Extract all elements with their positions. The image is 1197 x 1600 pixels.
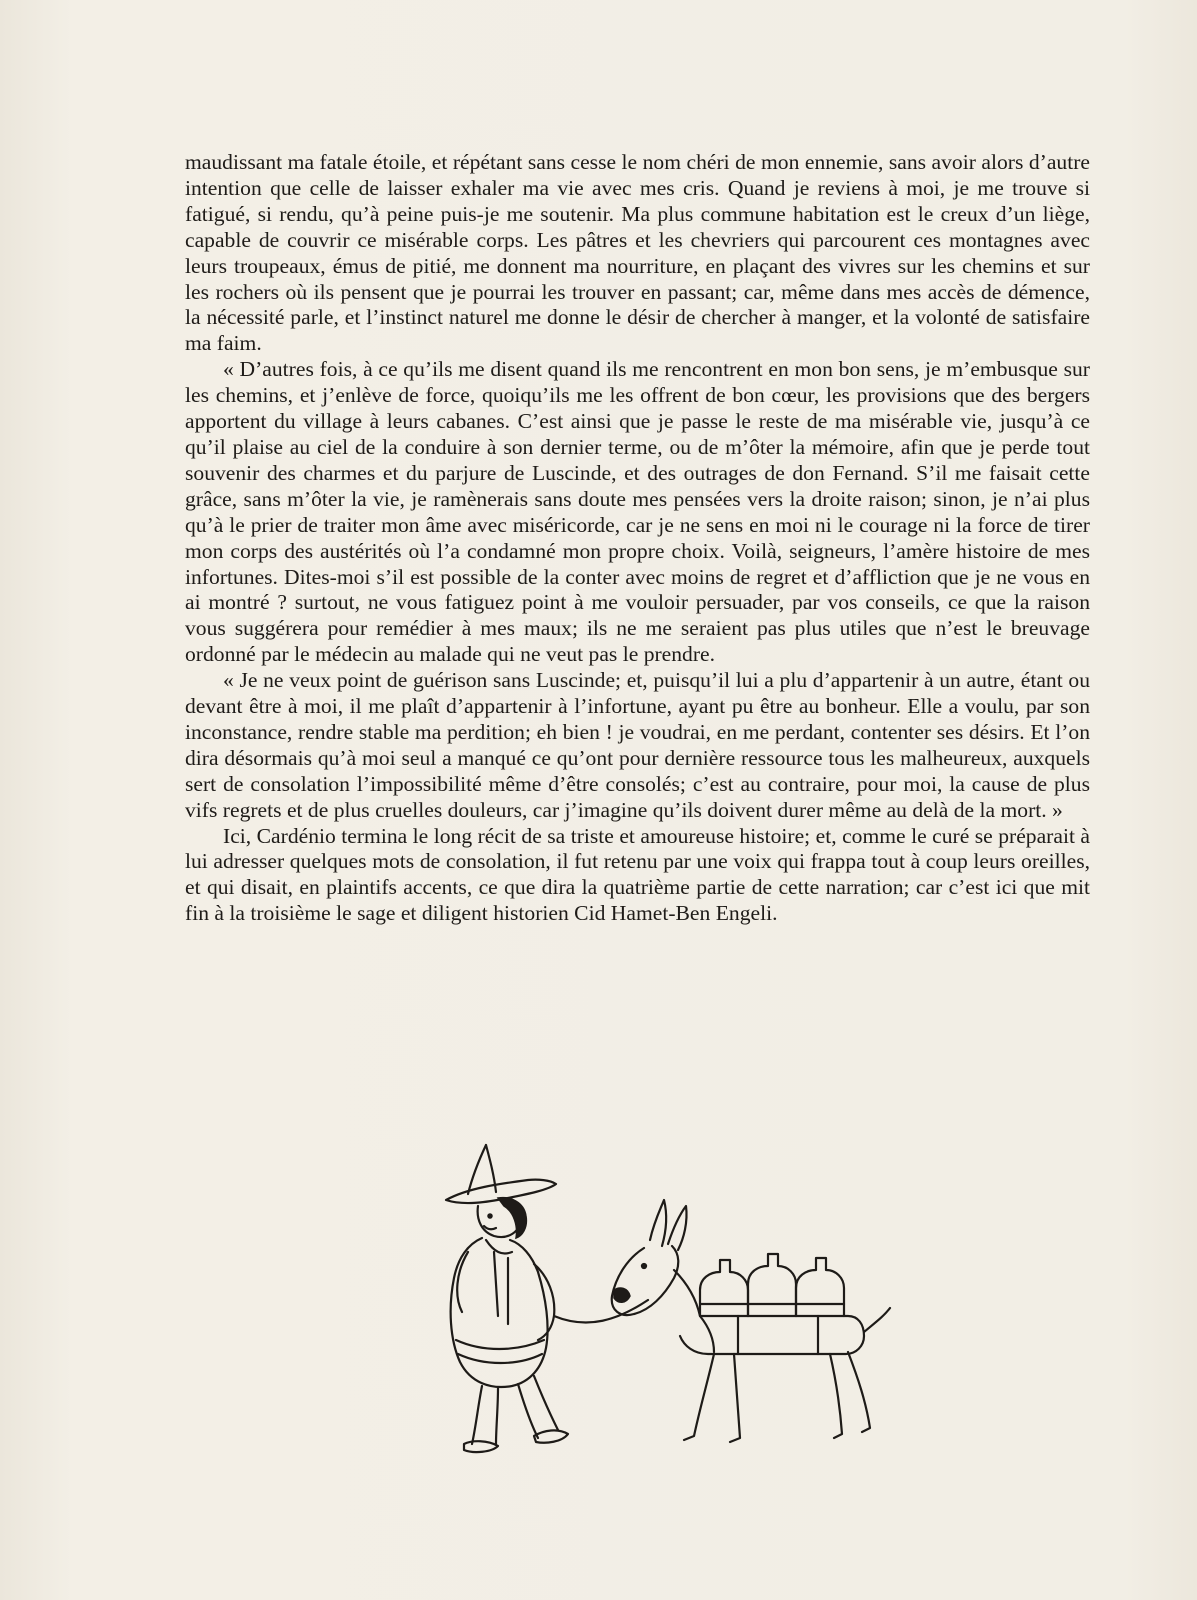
paragraph-4: Ici, Cardénio termina le long récit de sa triste et amoureuse histoire; et, comme le curé se préparait à lui adresser quelques mots de consolation, il fut retenu par une voix qui frappa tout à coup leurs oreilles, et qui disait, en plaintifs accents, ce que dira la quatrième partie de cette narration; car c’est ici que mit fin à la troisième le sage et diligent historien Cid Hamet-Ben Engeli.	[185, 823, 1090, 926]
man-with-donkey-icon	[438, 1140, 918, 1485]
lead-rope	[554, 1300, 648, 1323]
text-block	[185, 150, 1090, 927]
man-figure	[446, 1145, 568, 1452]
paragraph-3: « Je ne veux point de guérison sans Luscinde; et, puisqu’il lui a plu d’appartenir à un autre, étant ou devant être à moi, il me plaît d’appartenir à l’infortune, ayant pu être au bonheur. Elle a voulu, par son inconstance, rendre stable ma perdition; eh bien ! je voudrai, en me perdant, contenter ses désirs. Et l’on dira désormais qu’à moi seul a manqué ce qu’ont pour dernière ressource tous les malheureux, auxquels sert de consolation l’impossibilité même d’être consolés; c’est au contraire, pour moi, la cause de plus vifs regrets et de plus cruelles douleurs, car j’imagine qu’ils doivent durer même au delà de la mort. »	[185, 668, 1090, 822]
paragraph-2: « D’autres fois, à ce qu’ils me disent quand ils me rencontrent en mon bon sens, je m’embusque sur les chemins, et j’enlève de force, quoiqu’ils me les offrent de bon cœur, les provisions que des bergers apportent du village à leurs cabanes. C’est ainsi que je passe le reste de ma misérable vie, jusqu’à ce qu’il plaise au ciel de la conduire à son dernier terme, ou de m’ôter la mémoire, afin que je perde tout souvenir des charmes et du parjure de Luscinde, et des outrages de don Fernand. S’il me faisait cette grâce, sans m’ôter la vie, je ramènerais sans doute mes pensées vers la droite raison; sinon, je n’ai plus qu’à le prier de traiter mon âme avec miséricorde, car je ne sens en moi ni le courage ni la force de tirer mon corps des austérités où l’a condamné mon propre choix. Voilà, seigneurs, l’amère histoire de mes infortunes. Dites-moi s’il est possible de la conter avec moins de regret et d’affliction que je ne vous en ai montré ? surtout, ne vous fatiguez point à me vouloir persuader, par vos conseils, ce que la raison vous suggérera pour remédier à mes maux; ils ne me seraient pas plus utiles que n’est le breuvage ordonné par le médecin au malade qui ne veut pas le prendre.	[185, 357, 1090, 667]
paragraph-1: maudissant ma fatale étoile, et répétant sans cesse le nom chéri de mon ennemie, sans avoir alors d’autre intention que celle de laisser exhaler ma vie avec mes cris. Quand je reviens à moi, je me trouve si fatigué, si rendu, qu’à peine puis-je me soutenir. Ma plus commune habitation est le creux d’un liège, capable de couvrir ce misérable corps. Les pâtres et les chevriers qui parcourent ces montagnes avec leurs troupeaux, émus de pitié, me donnent ma nourriture, en plaçant des vivres sur les chemins et sur les rochers où ils pensent que je pourrai les trouver en passant; car, même dans mes accès de démence, la nécessité parle, et l’instinct naturel me donne le désir de chercher à manger, et la volonté de satisfaire ma faim.	[185, 150, 1090, 356]
donkey-figure	[612, 1200, 890, 1442]
